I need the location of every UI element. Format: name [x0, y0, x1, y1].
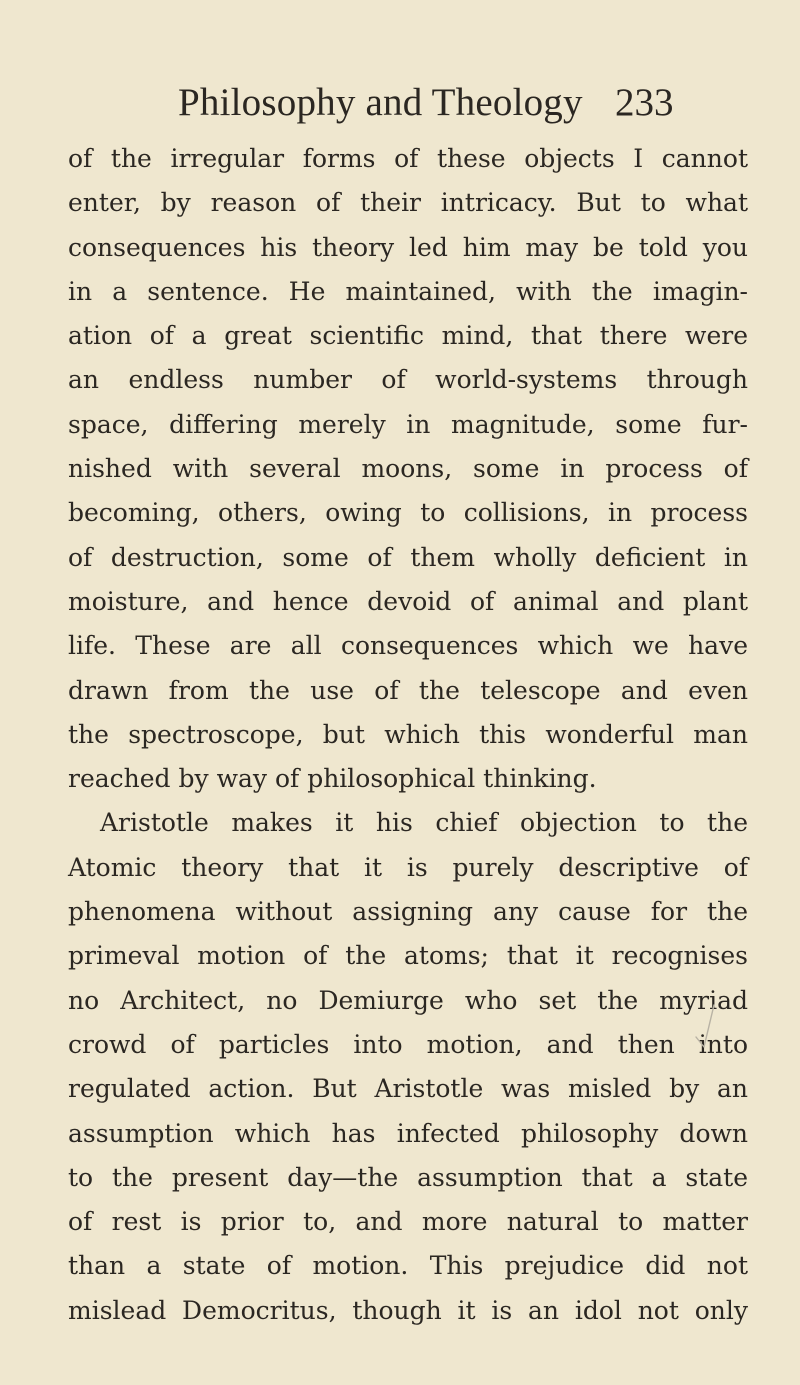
text-line: Aristotle makes it his chief objection to the [100, 808, 748, 838]
text-line: becoming, others, owing to collisions, in process [68, 498, 748, 528]
pencil-check-mark [694, 1003, 716, 1049]
text-line: of destruction, some of them wholly deficient in [68, 542, 748, 572]
body-text [68, 137, 748, 1333]
text-line: to the present day—the assumption that a state [68, 1162, 748, 1192]
text-line: reached by way of philosophical thinking. [68, 764, 597, 794]
text-line: crowd of particles into motion, and then into [68, 1029, 748, 1059]
text-line: phenomena without assigning any cause for the [68, 897, 748, 927]
text-line: ation of a great scientific mind, that there were [68, 321, 748, 351]
text-line: than a state of motion. This prejudice did not [68, 1251, 748, 1281]
page-number: 233 [615, 81, 674, 124]
text-line: nished with several moons, some in process of [68, 454, 748, 484]
text-line: mislead Democritus, though it is an idol not only [68, 1295, 748, 1325]
text-line: consequences his theory led him may be told you [68, 232, 748, 262]
text-line: of rest is prior to, and more natural to matter [68, 1207, 748, 1237]
running-head [0, 78, 800, 128]
text-line: enter, by reason of their intricacy. But to what [68, 188, 748, 218]
text-line: no Architect, no Demiurge who set the myriad [68, 985, 748, 1015]
text-line: primeval motion of the atoms; that it recognises [68, 941, 748, 971]
text-line: space, differing merely in magnitude, some fur- [68, 409, 748, 439]
text-line: Atomic theory that it is purely descriptive of [68, 852, 748, 882]
text-line: the spectroscope, but which this wonderful man [68, 719, 748, 749]
running-title: Philosophy and Theology [178, 81, 583, 124]
text-line: assumption which has infected philosophy down [68, 1118, 748, 1148]
text-line: an endless number of world-systems through [68, 365, 748, 395]
text-line: in a sentence. He maintained, with the imagin- [68, 276, 748, 306]
paragraph-2 [68, 801, 748, 1333]
text-line: moisture, and hence devoid of animal and plant [68, 586, 748, 616]
text-line: of the irregular forms of these objects I cannot [68, 144, 748, 173]
paragraph-1 [68, 137, 748, 801]
text-line: life. These are all consequences which we have [68, 631, 748, 661]
text-line: drawn from the use of the telescope and even [68, 675, 748, 705]
text-line: regulated action. But Aristotle was misled by an [68, 1074, 748, 1104]
